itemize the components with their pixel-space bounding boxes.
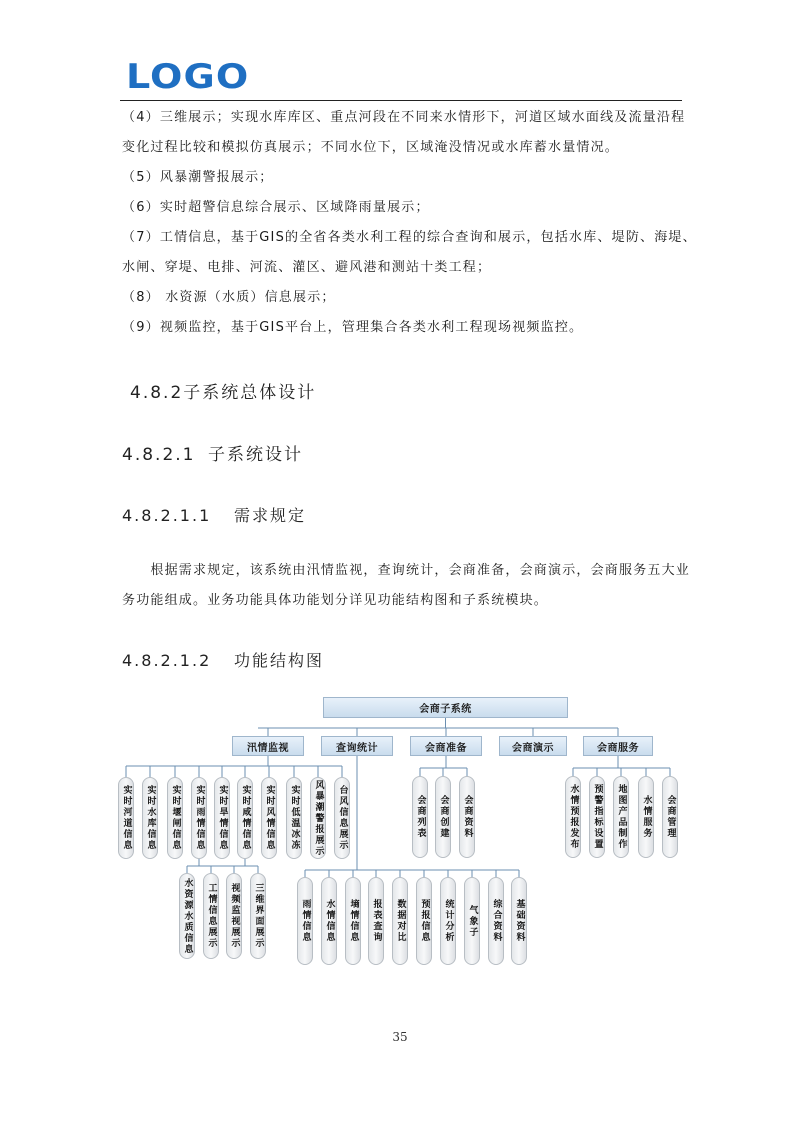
section-heading-requirements [122, 503, 306, 526]
module-node-3: 会商演示 [499, 736, 567, 756]
node-label: 数据对比 [395, 899, 406, 943]
node-label: 统计分析 [443, 899, 454, 943]
node-label: 气象子 [467, 904, 478, 938]
fuwu-item-1 [589, 776, 605, 858]
list-item-line: （8） 水资源（水质）信息展示； [122, 290, 336, 305]
logo: LOGO [126, 57, 250, 97]
node-label: 实时咸情信息 [240, 785, 251, 851]
heading-number: 4.8.2.1 [122, 445, 196, 465]
fuwu-item-0 [565, 776, 581, 858]
chaxun-item-3 [368, 877, 384, 965]
xunqing-item-0 [118, 777, 134, 859]
chaxun-item-1 [321, 877, 337, 965]
heading-title: 功能结构图 [234, 651, 325, 670]
module-node-2: 会商准备 [410, 736, 482, 756]
paragraph-line: 务功能组成。业务功能具体功能划分详见功能结构图和子系统模块。 [122, 593, 549, 608]
list-item-line: （7）工情信息，基于GIS的全省各类水利工程的综合查询和展示，包括水库、堤防、海堤、 [122, 230, 697, 245]
node-label: 视频监视展示 [229, 883, 240, 949]
heading-number: 4.8.2.1.1 [122, 506, 212, 525]
heading-title: 子系统设计 [208, 445, 303, 465]
list-item-line: 变化过程比较和模拟仿真展示；不同水位下，区域淹没情况或水库蓄水量情况。 [122, 140, 620, 155]
node-label: 实时水库信息 [145, 785, 156, 851]
fuwu-item-3 [638, 776, 654, 858]
node-label: 会商列表 [415, 795, 426, 839]
heading-title: 需求规定 [234, 506, 307, 525]
chaxun-item-0 [297, 877, 313, 965]
xunqing-item-3 [191, 777, 207, 859]
chaxun-item-5 [416, 877, 432, 965]
chaxun-item-9 [511, 877, 527, 965]
chaxun-item-8 [488, 877, 504, 965]
module-node-4: 会商服务 [583, 736, 653, 756]
xunqing-item-1 [142, 777, 158, 859]
node-label: 水情信息 [324, 899, 335, 943]
requirements-paragraph [122, 556, 691, 616]
list-item-line: （6）实时超警信息综合展示、区域降雨量展示； [122, 200, 430, 215]
node-label: 会商资料 [462, 795, 473, 839]
xunqing-item-4 [214, 777, 230, 859]
node-label: 会商创建 [438, 795, 449, 839]
node-label: 水情预报发布 [568, 784, 579, 850]
xunqing-extra-item-0 [179, 873, 195, 959]
fuwu-item-2 [613, 776, 629, 858]
chaxun-item-6 [440, 877, 456, 965]
node-label: 风暴潮警报展示 [313, 779, 324, 857]
node-label: 工情信息展示 [206, 883, 217, 949]
zhunbei-item-2 [459, 776, 475, 858]
fuwu-item-4 [662, 776, 678, 858]
node-label: 会商管理 [665, 795, 676, 839]
requirements-list [122, 103, 697, 343]
xunqing-extra-item-2 [226, 873, 242, 959]
section-heading-4-8-2-1 [122, 440, 303, 465]
node-label: 报表查询 [371, 899, 382, 943]
node-label: 综合资料 [491, 899, 502, 943]
xunqing-extra-item-3 [250, 873, 266, 959]
node-label: 水资源水质信息 [182, 877, 193, 955]
node-label: 水情服务 [641, 795, 652, 839]
node-label: 实时旱情信息 [217, 785, 228, 851]
xunqing-item-8 [310, 777, 326, 859]
node-label: 实时雨情信息 [194, 785, 205, 851]
node-label: 雨情信息 [300, 899, 311, 943]
node-label: 台风信息展示 [337, 785, 348, 851]
list-item-line: （9）视频监控，基于GIS平台上，管理集合各类水利工程现场视频监控。 [122, 320, 584, 335]
xunqing-item-5 [237, 777, 253, 859]
section-heading-function-diagram [122, 648, 324, 671]
page-number: 35 [392, 1030, 408, 1044]
node-label: 地图产品制作 [616, 784, 627, 850]
paragraph-line: 根据需求规定，该系统由汛情监视，查询统计，会商准备，会商演示，会商服务五大业 [122, 563, 691, 578]
node-label: 实时低温冰冻 [289, 785, 300, 851]
chaxun-item-7 [464, 877, 480, 965]
module-node-0: 汛情监视 [232, 736, 304, 756]
zhunbei-item-0 [412, 776, 428, 858]
xunqing-item-7 [286, 777, 302, 859]
zhunbei-item-1 [435, 776, 451, 858]
xunqing-extra-item-1 [203, 873, 219, 959]
node-label: 实时河道信息 [121, 785, 132, 851]
node-label: 三维界面展示 [253, 883, 264, 949]
chaxun-item-4 [392, 877, 408, 965]
list-item-line: 水闸、穿堤、电排、河流、灌区、避风港和测站十类工程； [122, 260, 492, 275]
xunqing-item-6 [261, 777, 277, 859]
root-node: 会商子系统 [323, 697, 568, 718]
xunqing-item-2 [167, 777, 183, 859]
section-heading-4-8-2: 4.8.2子系统总体设计 [130, 383, 317, 403]
header-rule [120, 100, 682, 101]
heading-number: 4.8.2.1.2 [122, 651, 212, 670]
list-item-line: （5）风暴潮警报展示； [122, 170, 274, 185]
node-label: 实时堰闸信息 [170, 785, 181, 851]
node-label: 预警指标设置 [592, 784, 603, 850]
node-label: 基础资料 [514, 899, 525, 943]
list-item-line: （4）三维展示；实现水库库区、重点河段在不同来水情形下，河道区域水面线及流量沿程 [122, 110, 686, 125]
module-node-1: 查询统计 [321, 736, 393, 756]
xunqing-item-9 [334, 777, 350, 859]
node-label: 墒情信息 [348, 899, 359, 943]
node-label: 实时风情信息 [264, 785, 275, 851]
node-label: 预报信息 [419, 899, 430, 943]
chaxun-item-2 [345, 877, 361, 965]
